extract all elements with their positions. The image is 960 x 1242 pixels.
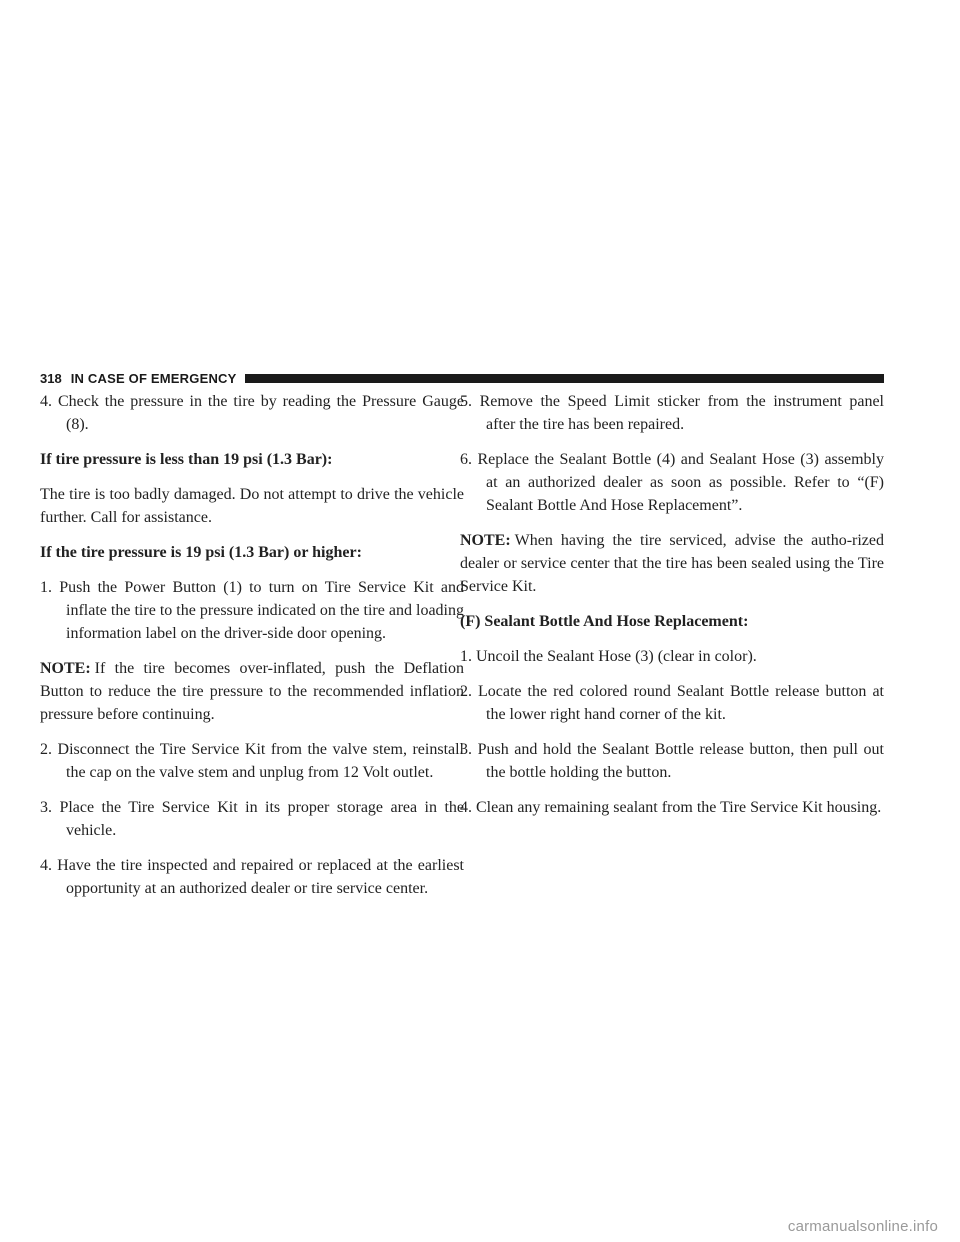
header-rule bbox=[245, 374, 885, 383]
note-deflation bbox=[40, 657, 464, 726]
watermark: carmanualsonline.info bbox=[787, 1218, 938, 1235]
subhead-ok-pressure: If the tire pressure is 19 psi (1.3 Bar) or higher: bbox=[40, 544, 362, 561]
note-service bbox=[460, 529, 884, 598]
step-uncoil-hose: 1. Uncoil the Sealant Hose (3) (clear in color). bbox=[460, 648, 757, 665]
step-disconnect: 2. Disconnect the Tire Service Kit from the valve stem, reinstall the cap on the valve stem and unplug from 12 Volt outlet. bbox=[40, 741, 464, 781]
note-text: When having the tire serviced, advise the autho-rized dealer or service center that the tire has been sealed using the Tire Service Kit. bbox=[460, 532, 884, 595]
step-check-pressure: 4. Check the pressure in the tire by reading the Pressure Gauge (8). bbox=[40, 393, 464, 433]
subhead-low-pressure: If tire pressure is less than 19 psi (1.3 Bar): bbox=[40, 451, 333, 468]
page-header bbox=[40, 369, 884, 387]
step-replace-bottle: 6. Replace the Sealant Bottle (4) and Sealant Hose (3) assembly at an authorized dealer as soon as possible. Refer to “(F) Sealant Bottle And Hose Replacement”. bbox=[460, 451, 884, 514]
step-push-power: 1. Push the Power Button (1) to turn on Tire Service Kit and inflate the tire to the pressure indicated on the tire and loading information label on the driver-side door opening. bbox=[40, 579, 464, 642]
step-push-release: 3. Push and hold the Sealant Bottle release button, then pull out the bottle holding the button. bbox=[460, 741, 884, 781]
step-storage: 3. Place the Tire Service Kit in its proper storage area in the vehicle. bbox=[40, 799, 464, 839]
step-locate-button: 2. Locate the red colored round Sealant Bottle release button at the lower right hand corner of the kit. bbox=[460, 683, 884, 723]
page-number: 318 bbox=[40, 370, 62, 386]
subhead-sealant-replacement: (F) Sealant Bottle And Hose Replacement: bbox=[460, 613, 749, 630]
note-label: NOTE: bbox=[40, 660, 91, 677]
note-text: If the tire becomes over-inflated, push the Deflation Button to reduce the tire pressure to the recommended inflation pressure before continuing. bbox=[40, 660, 464, 723]
low-pressure-text: The tire is too badly damaged. Do not attempt to drive the vehicle further. Call for assistance. bbox=[40, 486, 464, 526]
step-remove-sticker: 5. Remove the Speed Limit sticker from the instrument panel after the tire has been repaired. bbox=[460, 393, 884, 433]
right-column bbox=[460, 390, 884, 831]
section-title: IN CASE OF EMERGENCY bbox=[70, 370, 237, 386]
step-inspect: 4. Have the tire inspected and repaired or replaced at the earliest opportunity at an authorized dealer or tire service center. bbox=[40, 857, 464, 897]
step-clean-housing: 4. Clean any remaining sealant from the Tire Service Kit housing. bbox=[460, 799, 882, 816]
note-label: NOTE: bbox=[460, 532, 511, 549]
left-column bbox=[40, 390, 464, 912]
